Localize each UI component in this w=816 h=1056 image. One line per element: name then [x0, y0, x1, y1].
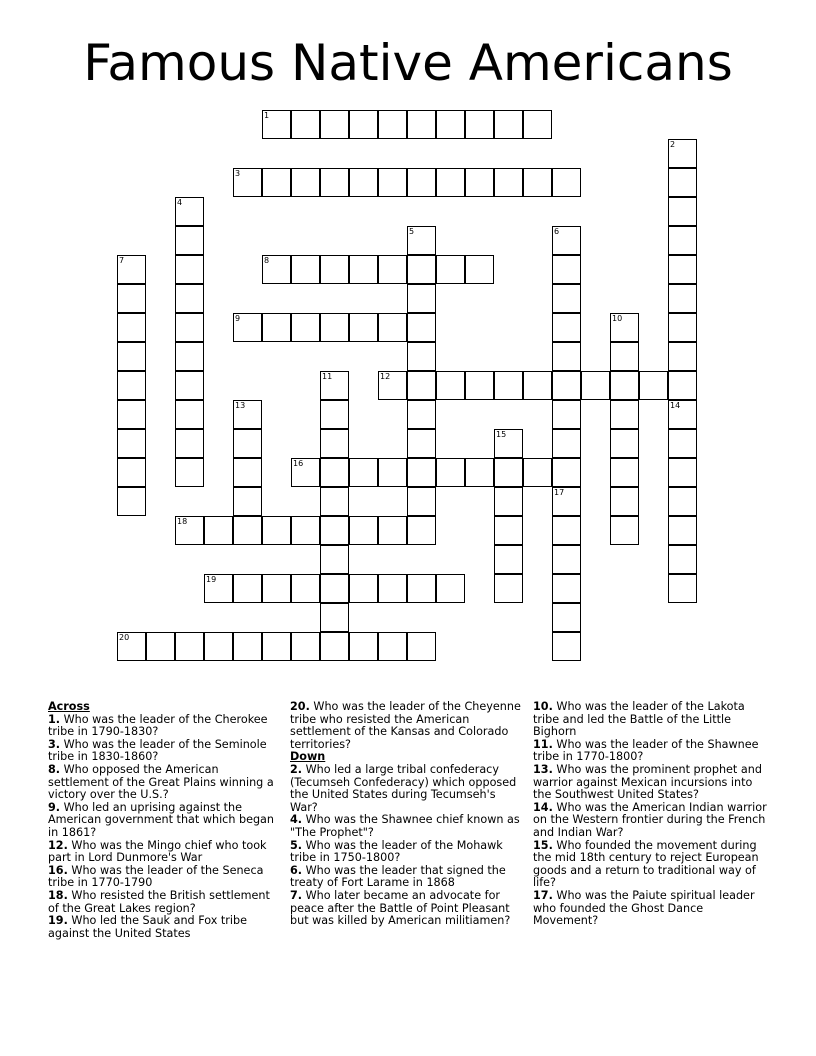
- grid-cell[interactable]: [320, 429, 349, 458]
- clue-across-1: 1. Who was the leader of the Cherokee tribe in 1790-1830?: [48, 712, 268, 739]
- grid-cell[interactable]: [407, 458, 436, 487]
- clue-down-13: 13. Who was the prominent prophet and warrior against Mexican incursions into the Southwest United States?: [533, 762, 762, 802]
- puzzle-title: Famous Native Americans: [83, 34, 733, 92]
- clue-down-2: 2. Who led a large tribal confederacy (Tecumseh Confederacy) which opposed the United States during Tecumseh's War?: [290, 762, 517, 814]
- grid-cell[interactable]: [668, 342, 697, 371]
- grid-cell[interactable]: [407, 168, 436, 197]
- grid-cell[interactable]: [233, 632, 262, 661]
- grid-cell[interactable]: [175, 255, 204, 284]
- grid-cell[interactable]: [494, 168, 523, 197]
- clue-across-12: 12. Who was the Mingo chief who took part in Lord Dunmore's War: [48, 838, 267, 865]
- grid-cell[interactable]: [407, 284, 436, 313]
- grid-cell[interactable]: [610, 458, 639, 487]
- grid-cell[interactable]: [175, 313, 204, 342]
- grid-cell[interactable]: [291, 110, 320, 139]
- grid-cell[interactable]: [494, 458, 523, 487]
- grid-cell[interactable]: [552, 313, 581, 342]
- clue-down-5: 5. Who was the leader of the Mohawk tribe in 1750-1800?: [290, 838, 503, 865]
- grid-cell[interactable]: [320, 371, 349, 400]
- clue-down-17: 17. Who was the Paiute spiritual leader who founded the Ghost Dance Movement?: [533, 888, 755, 928]
- grid-cell[interactable]: [117, 342, 146, 371]
- clue-across-9: 9. Who led an uprising against the American government that which began in 1861?: [48, 800, 275, 839]
- clues-column-1: [48, 701, 282, 940]
- grid-cell[interactable]: [175, 632, 204, 661]
- clue-down-7: 7. Who later became an advocate for peace after the Battle of Point Pleasant but was killed by American militiamen?: [290, 888, 511, 928]
- grid-cell[interactable]: [262, 110, 291, 139]
- clues-column-3: [533, 701, 769, 928]
- grid-cell[interactable]: [349, 574, 378, 603]
- grid-cell[interactable]: [146, 632, 175, 661]
- grid-cell[interactable]: [407, 342, 436, 371]
- grid-cell[interactable]: [175, 516, 204, 545]
- grid-cell[interactable]: [668, 545, 697, 574]
- grid-cell[interactable]: [378, 313, 407, 342]
- grid-cell[interactable]: [175, 226, 204, 255]
- clue-number: 6: [554, 227, 560, 236]
- grid-cell[interactable]: [117, 371, 146, 400]
- grid-cell[interactable]: [552, 226, 581, 255]
- grid-cell[interactable]: [436, 110, 465, 139]
- clue-number: 19: [206, 575, 217, 584]
- grid-cell[interactable]: [407, 516, 436, 545]
- grid-cell[interactable]: [610, 371, 639, 400]
- grid-cell[interactable]: [668, 371, 697, 400]
- grid-cell[interactable]: [668, 313, 697, 342]
- grid-cell[interactable]: [175, 458, 204, 487]
- grid-cell[interactable]: [436, 255, 465, 284]
- grid-cell[interactable]: [349, 313, 378, 342]
- clue-number: 12: [380, 372, 391, 381]
- clue-across-8: 8. Who opposed the American settlement of the Great Plains winning a victory over the U.S.?: [48, 762, 274, 802]
- grid-cell[interactable]: [262, 255, 291, 284]
- grid-cell[interactable]: [320, 400, 349, 429]
- grid-cell[interactable]: [378, 168, 407, 197]
- grid-cell[interactable]: [407, 255, 436, 284]
- grid-cell[interactable]: [320, 545, 349, 574]
- grid-cell[interactable]: [233, 516, 262, 545]
- grid-cell[interactable]: [494, 574, 523, 603]
- grid-cell[interactable]: [668, 400, 697, 429]
- grid-cell[interactable]: [407, 429, 436, 458]
- grid-cell[interactable]: [320, 487, 349, 516]
- clue-number: 13: [235, 401, 246, 410]
- grid-cell[interactable]: [233, 400, 262, 429]
- grid-cell[interactable]: [204, 516, 233, 545]
- grid-cell[interactable]: [610, 313, 639, 342]
- grid-cell[interactable]: [291, 632, 320, 661]
- grid-cell[interactable]: [668, 255, 697, 284]
- grid-cell[interactable]: [494, 516, 523, 545]
- grid-cell[interactable]: [378, 371, 407, 400]
- grid-cell[interactable]: [262, 516, 291, 545]
- grid-cell[interactable]: [407, 226, 436, 255]
- grid-cell[interactable]: [552, 429, 581, 458]
- grid-cell[interactable]: [436, 458, 465, 487]
- grid-cell[interactable]: [407, 313, 436, 342]
- clue-down-4: 4. Who was the Shawnee chief known as "The Prophet"?: [290, 813, 520, 839]
- grid-cell[interactable]: [407, 574, 436, 603]
- grid-cell[interactable]: [320, 603, 349, 632]
- grid-cell[interactable]: [407, 632, 436, 661]
- grid-cell[interactable]: [233, 487, 262, 516]
- grid-cell[interactable]: [436, 574, 465, 603]
- grid-cell[interactable]: [407, 400, 436, 429]
- grid-cell[interactable]: [204, 574, 233, 603]
- grid-cell[interactable]: [378, 255, 407, 284]
- grid-cell[interactable]: [291, 255, 320, 284]
- grid-cell[interactable]: [523, 110, 552, 139]
- grid-cell[interactable]: [291, 574, 320, 603]
- grid-cell[interactable]: [668, 429, 697, 458]
- grid-cell[interactable]: [378, 574, 407, 603]
- grid-cell[interactable]: [407, 487, 436, 516]
- clue-number: 17: [554, 488, 565, 497]
- grid-cell[interactable]: [494, 110, 523, 139]
- clue-down-11: 11. Who was the leader of the Shawnee tribe in 1770-1800?: [533, 737, 759, 764]
- grid-cell[interactable]: [233, 458, 262, 487]
- grid-cell[interactable]: [494, 429, 523, 458]
- grid-cell[interactable]: [610, 342, 639, 371]
- clue-across-3: 3. Who was the leader of the Seminole tribe in 1830-1860?: [48, 737, 267, 764]
- grid-cell[interactable]: [610, 516, 639, 545]
- grid-cell[interactable]: [378, 516, 407, 545]
- clue-number: 18: [177, 517, 188, 526]
- clue-across-16: 16. Who was the leader of the Seneca tribe in 1770-1790: [48, 863, 264, 890]
- clue-number: 3: [235, 169, 241, 178]
- grid-cell[interactable]: [117, 400, 146, 429]
- grid-cell[interactable]: [175, 429, 204, 458]
- grid-cell[interactable]: [668, 197, 697, 226]
- grid-cell[interactable]: [523, 458, 552, 487]
- grid-cell[interactable]: [175, 197, 204, 226]
- grid-cell[interactable]: [610, 400, 639, 429]
- clue-number: 10: [612, 314, 623, 323]
- grid-cell[interactable]: [465, 255, 494, 284]
- grid-cell[interactable]: [552, 255, 581, 284]
- grid-cell[interactable]: [349, 168, 378, 197]
- grid-cell[interactable]: [117, 255, 146, 284]
- grid-cell[interactable]: [494, 371, 523, 400]
- clue-number: 8: [264, 256, 270, 265]
- grid-cell[interactable]: [523, 371, 552, 400]
- grid-cell[interactable]: [175, 371, 204, 400]
- grid-cell[interactable]: [465, 168, 494, 197]
- grid-cell[interactable]: [349, 516, 378, 545]
- grid-cell[interactable]: [262, 574, 291, 603]
- grid-cell[interactable]: [349, 255, 378, 284]
- clue-number: 11: [322, 372, 333, 381]
- grid-cell[interactable]: [610, 487, 639, 516]
- grid-cell[interactable]: [552, 487, 581, 516]
- clue-down-14: 14. Who was the American Indian warrior on the Western frontier during the French and Indian War?: [533, 800, 767, 839]
- clue-across-18: 18. Who resisted the British settlement of the Great Lakes region?: [48, 888, 270, 915]
- grid-cell[interactable]: [668, 168, 697, 197]
- grid-cell[interactable]: [552, 632, 581, 661]
- clue-number: 2: [670, 140, 676, 149]
- grid-cell[interactable]: [668, 487, 697, 516]
- clue-number: 7: [119, 256, 125, 265]
- grid-cell[interactable]: [552, 458, 581, 487]
- grid-cell[interactable]: [407, 371, 436, 400]
- clue-down-10: 10. Who was the leader of the Lakota tribe and led the Battle of the Little Bighorn: [533, 700, 745, 739]
- grid-cell[interactable]: [668, 139, 697, 168]
- grid-cell[interactable]: [639, 371, 668, 400]
- grid-cell[interactable]: [320, 632, 349, 661]
- grid-cell[interactable]: [320, 574, 349, 603]
- grid-cell[interactable]: [349, 632, 378, 661]
- grid-cell[interactable]: [291, 313, 320, 342]
- grid-cell[interactable]: [291, 458, 320, 487]
- grid-cell[interactable]: [552, 516, 581, 545]
- grid-cell[interactable]: [233, 574, 262, 603]
- clue-number: 20: [119, 633, 130, 642]
- grid-cell[interactable]: [378, 110, 407, 139]
- grid-cell[interactable]: [291, 516, 320, 545]
- grid-cell[interactable]: [175, 284, 204, 313]
- clue-number: 1: [264, 111, 270, 120]
- grid-cell[interactable]: [320, 110, 349, 139]
- grid-cell[interactable]: [291, 168, 320, 197]
- grid-cell[interactable]: [320, 168, 349, 197]
- grid-cell[interactable]: [175, 400, 204, 429]
- grid-cell[interactable]: [262, 632, 291, 661]
- clue-number: 16: [293, 459, 304, 468]
- grid-cell[interactable]: [465, 371, 494, 400]
- grid-cell[interactable]: [668, 226, 697, 255]
- grid-cell[interactable]: [233, 168, 262, 197]
- grid-cell[interactable]: [552, 342, 581, 371]
- grid-cell[interactable]: [204, 632, 233, 661]
- grid-cell[interactable]: [320, 255, 349, 284]
- grid-cell[interactable]: [523, 168, 552, 197]
- grid-cell[interactable]: [320, 313, 349, 342]
- clue-number: 9: [235, 314, 241, 323]
- grid-cell[interactable]: [233, 429, 262, 458]
- grid-cell[interactable]: [465, 458, 494, 487]
- grid-cell[interactable]: [494, 545, 523, 574]
- grid-cell[interactable]: [320, 516, 349, 545]
- grid-cell[interactable]: [175, 342, 204, 371]
- clue-across-19: 19. Who led the Sauk and Fox tribe against the United States: [48, 914, 247, 940]
- grid-cell[interactable]: [349, 110, 378, 139]
- grid-cell[interactable]: [581, 371, 610, 400]
- grid-cell[interactable]: [378, 458, 407, 487]
- clue-number: 15: [496, 430, 507, 439]
- grid-cell[interactable]: [407, 110, 436, 139]
- grid-cell[interactable]: [552, 545, 581, 574]
- grid-cell[interactable]: [552, 603, 581, 632]
- across-header: Across: [48, 700, 90, 713]
- grid-cell[interactable]: [552, 400, 581, 429]
- clue-number: 4: [177, 198, 183, 207]
- grid-cell[interactable]: [117, 429, 146, 458]
- grid-cell[interactable]: [233, 313, 262, 342]
- clue-number: 14: [670, 401, 681, 410]
- grid-cell[interactable]: [552, 284, 581, 313]
- grid-cell[interactable]: [117, 313, 146, 342]
- grid-cell[interactable]: [552, 168, 581, 197]
- grid-cell[interactable]: [262, 313, 291, 342]
- grid-cell[interactable]: [552, 371, 581, 400]
- grid-cell[interactable]: [378, 632, 407, 661]
- grid-cell[interactable]: [320, 458, 349, 487]
- clue-down-6: 6. Who was the leader that signed the treaty of Fort Larame in 1868: [290, 863, 506, 890]
- grid-cell[interactable]: [494, 487, 523, 516]
- grid-cell[interactable]: [465, 110, 494, 139]
- grid-cell[interactable]: [668, 284, 697, 313]
- grid-cell[interactable]: [610, 429, 639, 458]
- clue-number: 5: [409, 227, 415, 236]
- grid-cell[interactable]: [436, 371, 465, 400]
- clue-down-15: 15. Who founded the movement during the mid 18th century to reject European goods and a return to traditional way of life?: [533, 838, 759, 890]
- grid-cell[interactable]: [117, 487, 146, 516]
- grid-cell[interactable]: [436, 168, 465, 197]
- grid-cell[interactable]: [117, 284, 146, 313]
- down-header: Down: [290, 750, 326, 764]
- grid-cell[interactable]: [668, 574, 697, 603]
- grid-cell[interactable]: [117, 458, 146, 487]
- clue-across-20: 20. Who was the leader of the Cheyenne tribe who resisted the American settlement of the Kansas and Colorado territories?: [290, 700, 521, 751]
- grid-cell[interactable]: [668, 458, 697, 487]
- grid-cell[interactable]: [349, 458, 378, 487]
- grid-cell[interactable]: [668, 516, 697, 545]
- grid-cell[interactable]: [552, 574, 581, 603]
- grid-cell[interactable]: [117, 632, 146, 661]
- grid-cell[interactable]: [262, 168, 291, 197]
- clues-column-2: [290, 701, 522, 928]
